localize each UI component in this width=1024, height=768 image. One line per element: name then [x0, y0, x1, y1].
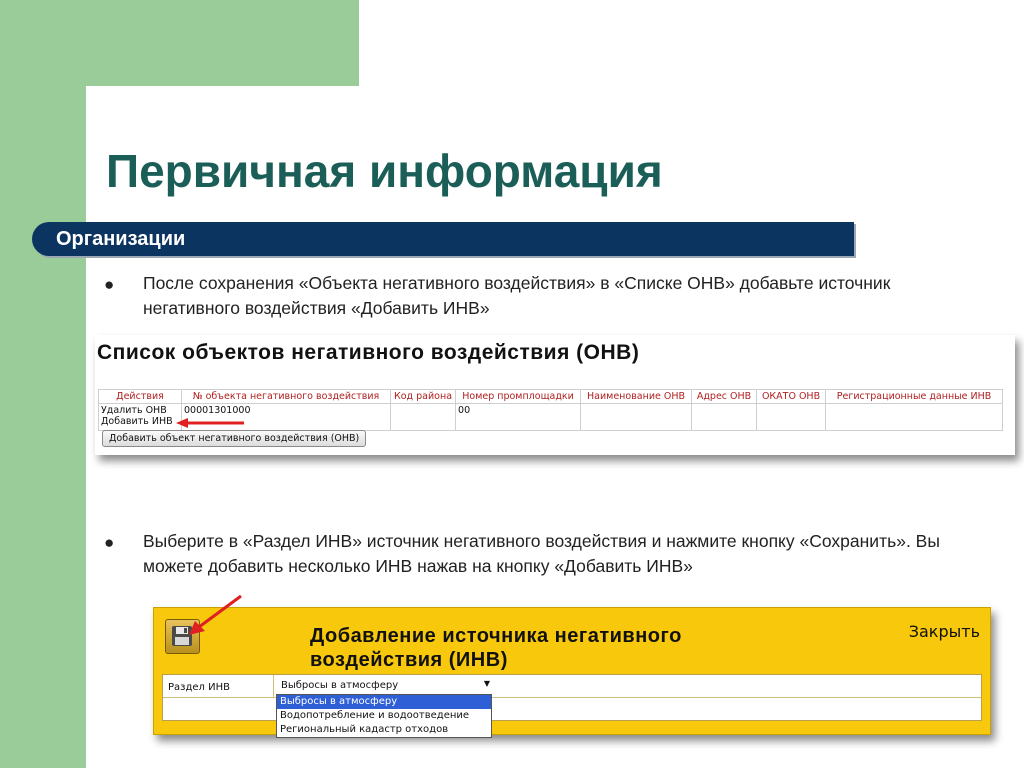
inv-section-dropdown — [276, 694, 492, 738]
slide-title: Первичная информация — [106, 145, 663, 197]
table-cell: 00001301000 — [182, 404, 391, 431]
inv-section-select[interactable] — [278, 679, 494, 693]
dialog-title-line-2: воздействия (ИНВ) — [310, 649, 508, 671]
table-cell: 00 — [456, 404, 581, 431]
bullet-icon: ● — [104, 275, 115, 294]
dropdown-arrow-icon: ▼ — [483, 679, 490, 688]
red-arrow-icon — [185, 593, 245, 639]
table-cell — [692, 404, 757, 431]
inv-section-label: Раздел ИНВ — [168, 682, 230, 693]
section-header-label: Организации — [56, 228, 186, 250]
dialog-title — [310, 624, 682, 672]
actions-cell — [99, 404, 182, 431]
section-header — [32, 222, 854, 256]
column-header: Код района — [391, 390, 456, 404]
delete-onv-link[interactable]: Удалить ОНВ — [101, 405, 167, 416]
column-header: Действия — [99, 390, 182, 404]
select-value: Выбросы в атмосферу — [281, 680, 399, 691]
add-inv-link[interactable]: Добавить ИНВ — [101, 416, 173, 427]
column-header: ОКАТО ОНВ — [757, 390, 826, 404]
bullet-text-1: После сохранения «Объекта негативного воздействия» в «Списке ОНВ» добавьте источник негативного воздействия «Добавить ИНВ» — [143, 273, 891, 318]
table-cell — [826, 404, 1003, 431]
close-link[interactable]: Закрыть — [908, 622, 980, 641]
column-header: Адрес ОНВ — [692, 390, 757, 404]
onv-list-title: Список объектов негативного воздействия (ОНВ) — [97, 341, 640, 364]
bullet-text-2: Выберите в «Раздел ИНВ» источник негативного воздействия и нажмите кнопку «Сохранить». Вы можете добавить несколько ИНВ нажав на кнопку «Добавить ИНВ» — [143, 531, 940, 576]
bullet-icon: ● — [104, 533, 115, 552]
form-divider — [273, 675, 274, 697]
red-arrow-icon — [176, 418, 246, 430]
dropdown-option[interactable]: Региональный кадастр отходов — [280, 724, 449, 735]
onv-table-header-row — [99, 390, 1003, 404]
table-cell — [757, 404, 826, 431]
table-cell — [391, 404, 456, 431]
onv-list-screenshot — [95, 335, 1015, 455]
dropdown-option[interactable]: Выбросы в атмосферу — [277, 695, 491, 709]
column-header: Номер промплощадки — [456, 390, 581, 404]
column-header: Наименование ОНВ — [581, 390, 692, 404]
column-header: Регистрационные данные ИНВ — [826, 390, 1003, 404]
column-header: № объекта негативного воздействия — [182, 390, 391, 404]
table-cell — [581, 404, 692, 431]
dropdown-option[interactable]: Водопотребление и водоотведение — [280, 710, 470, 721]
dialog-title-line-1: Добавление источника негативного — [310, 625, 682, 647]
decor-green-left — [0, 0, 86, 768]
add-onv-button[interactable]: Добавить объект негативного воздействия (ОНВ) — [102, 430, 366, 447]
